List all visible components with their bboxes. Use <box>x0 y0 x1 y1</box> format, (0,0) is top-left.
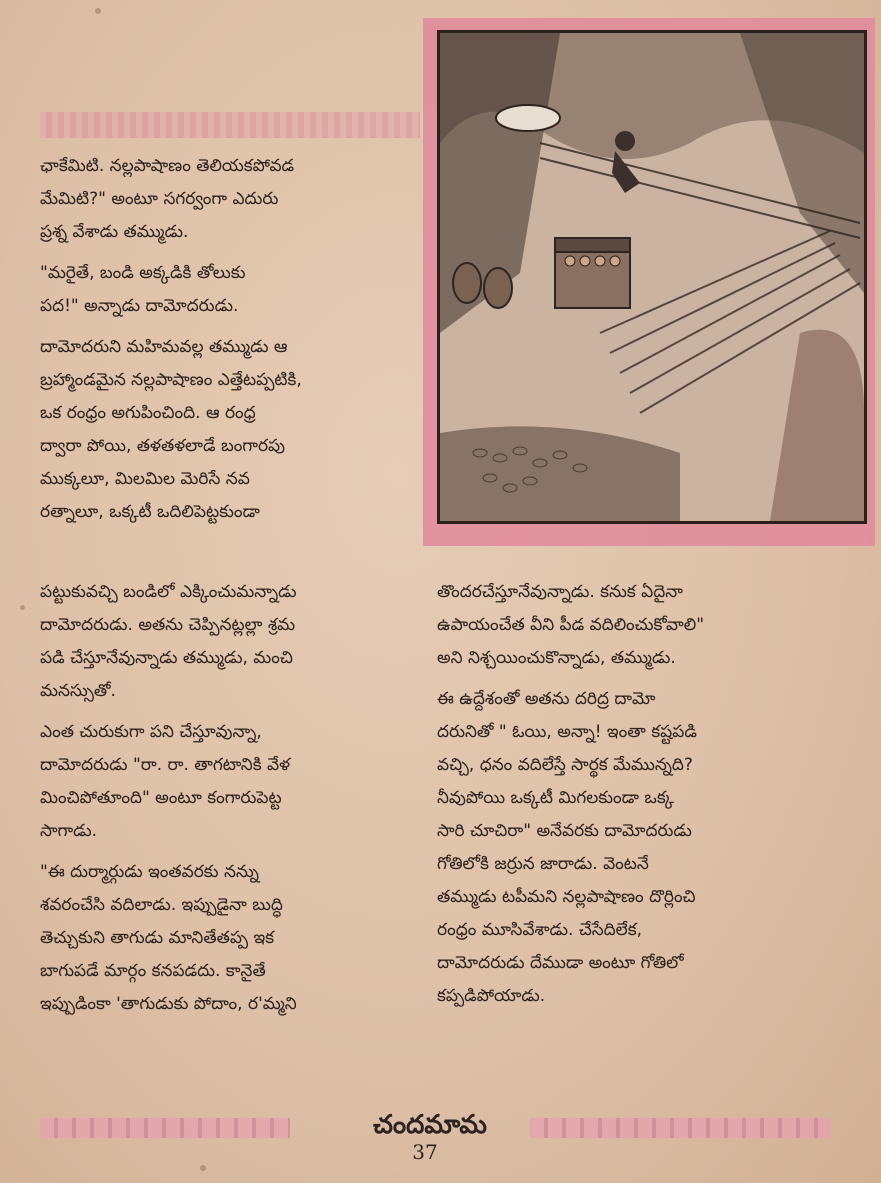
paragraph <box>40 257 425 323</box>
text-line: మించిపోతూంది" అంటూ కంగారుపెట్ట <box>40 788 282 808</box>
left-column-bottom <box>40 576 425 1029</box>
text-line: మేమిటి?" అంటూ సగర్వంగా ఎదురు <box>40 189 279 209</box>
text-line: దరునితో " ఓయి, అన్నా! ఇంతా కష్టపడి <box>437 722 697 742</box>
text-line: అని నిశ్చయించుకొన్నాడు, తమ్ముడు. <box>437 648 676 668</box>
text-line: "మరైతే, బండి అక్కడికి తోలుకు <box>40 263 246 283</box>
text-line: రంధ్రం మూసివేశాడు. చేసేదిలేక, <box>437 920 643 940</box>
text-line: ముక్కలూ, మిలమిల మెరిసే నవ <box>40 469 250 489</box>
paper-speck <box>95 8 101 14</box>
footer-ornament-right <box>530 1118 830 1138</box>
text-line: సారి చూచిరా" అనేవరకు దామోదరుడు <box>437 821 692 841</box>
cave-illustration <box>437 30 867 524</box>
text-line: పడి చేస్తూనేవున్నాడు తమ్ముడు, మంచి <box>40 648 293 668</box>
footer-ornament-left <box>40 1118 290 1138</box>
text-line: ఉపాయంచేత వీని పీడ వదిలించుకోవాలి" <box>437 615 705 635</box>
text-line: "ఈ దుర్మార్గుడు ఇంతవరకు నన్ను <box>40 862 259 882</box>
paragraph <box>40 716 425 848</box>
text-line: పట్టుకువచ్చి బండిలో ఎక్కించుమన్నాడు <box>40 582 297 602</box>
text-line: దామోదరుడు "రా. రా. తాగటానికి వేళ <box>40 755 291 775</box>
text-line: ఎంత చురుకుగా పని చేస్తూవున్నా, <box>40 722 262 742</box>
page-number: 37 <box>412 1140 438 1164</box>
text-line: పద!" అన్నాడు దామోదరుడు. <box>40 296 239 316</box>
text-line: సాగాడు. <box>40 821 98 841</box>
text-line: రత్నాలూ, ఒక్కటీ ఒదిలిపెట్టకుండా <box>40 502 260 522</box>
text-line: దామోదరుని మహిమవల్ల తమ్ముడు ఆ <box>40 337 288 357</box>
paragraph <box>40 331 425 529</box>
text-line: ప్రశ్న వేశాడు తమ్ముడు. <box>40 222 189 242</box>
text-line: వచ్చి, ధనం వదిలేస్తే సార్థక మేమున్నది? <box>437 755 693 775</box>
text-line: తొందరచేస్తూనేవున్నాడు. కనుక ఏదైనా <box>437 582 683 602</box>
magazine-title: చందమామ <box>373 1110 487 1140</box>
text-line: ఇప్పుడింకా 'తాగుడుకు పోదాం, ర'మ్మని <box>40 994 297 1014</box>
decorative-band <box>40 112 420 138</box>
paragraph <box>40 856 425 1021</box>
text-line: ఈ ఉద్దేశంతో అతను దరిద్ర దామో <box>437 689 656 709</box>
paragraph <box>437 683 867 1013</box>
paper-speck <box>200 1165 206 1171</box>
text-line: దామోదరుడు దేముడా అంటూ గోతిలో <box>437 953 684 973</box>
paragraph <box>40 576 425 708</box>
text-line: ఒక రంధ్రం అగుపించింది. ఆ రంధ్ర <box>40 403 256 423</box>
text-line: కప్పడిపోయాడు. <box>437 986 546 1006</box>
text-line: నీవుపోయి ఒక్కటీ మిగలకుండా ఒక్క <box>437 788 674 808</box>
paragraph <box>437 576 867 675</box>
text-line: తమ్ముడు టపీమని నల్లపాషాణం దొర్లించి <box>437 887 696 907</box>
text-line: బ్రహ్మాండమైన నల్లపాషాణం ఎత్తేటప్పటికి, <box>40 370 302 390</box>
text-line: మనస్సుతో. <box>40 681 116 701</box>
text-line: బాగుపడే మార్గం కనపడదు. కానైతే <box>40 961 266 981</box>
text-line: శవరంచేసి వదిలాడు. ఇప్పుడైనా బుద్ధి <box>40 895 283 915</box>
paper-speck <box>20 605 25 610</box>
text-line: ఛాకేమిటి. నల్లపాషాణం తెలియకపోవడ <box>40 156 295 176</box>
paragraph <box>40 150 425 249</box>
text-line: దామోదరుడు. అతను చెప్పినట్లల్లా శ్రమ <box>40 615 296 635</box>
right-column <box>437 576 867 1021</box>
text-line: తెచ్చుకుని తాగుడు మానితేతప్ప ఇక <box>40 928 275 948</box>
text-line: ద్వారా పోయి, తళతళలాడే బంగారపు <box>40 436 286 456</box>
left-column-top <box>40 150 425 537</box>
text-line: గోతిలోకి జర్రున జారాడు. వెంటనే <box>437 854 649 874</box>
